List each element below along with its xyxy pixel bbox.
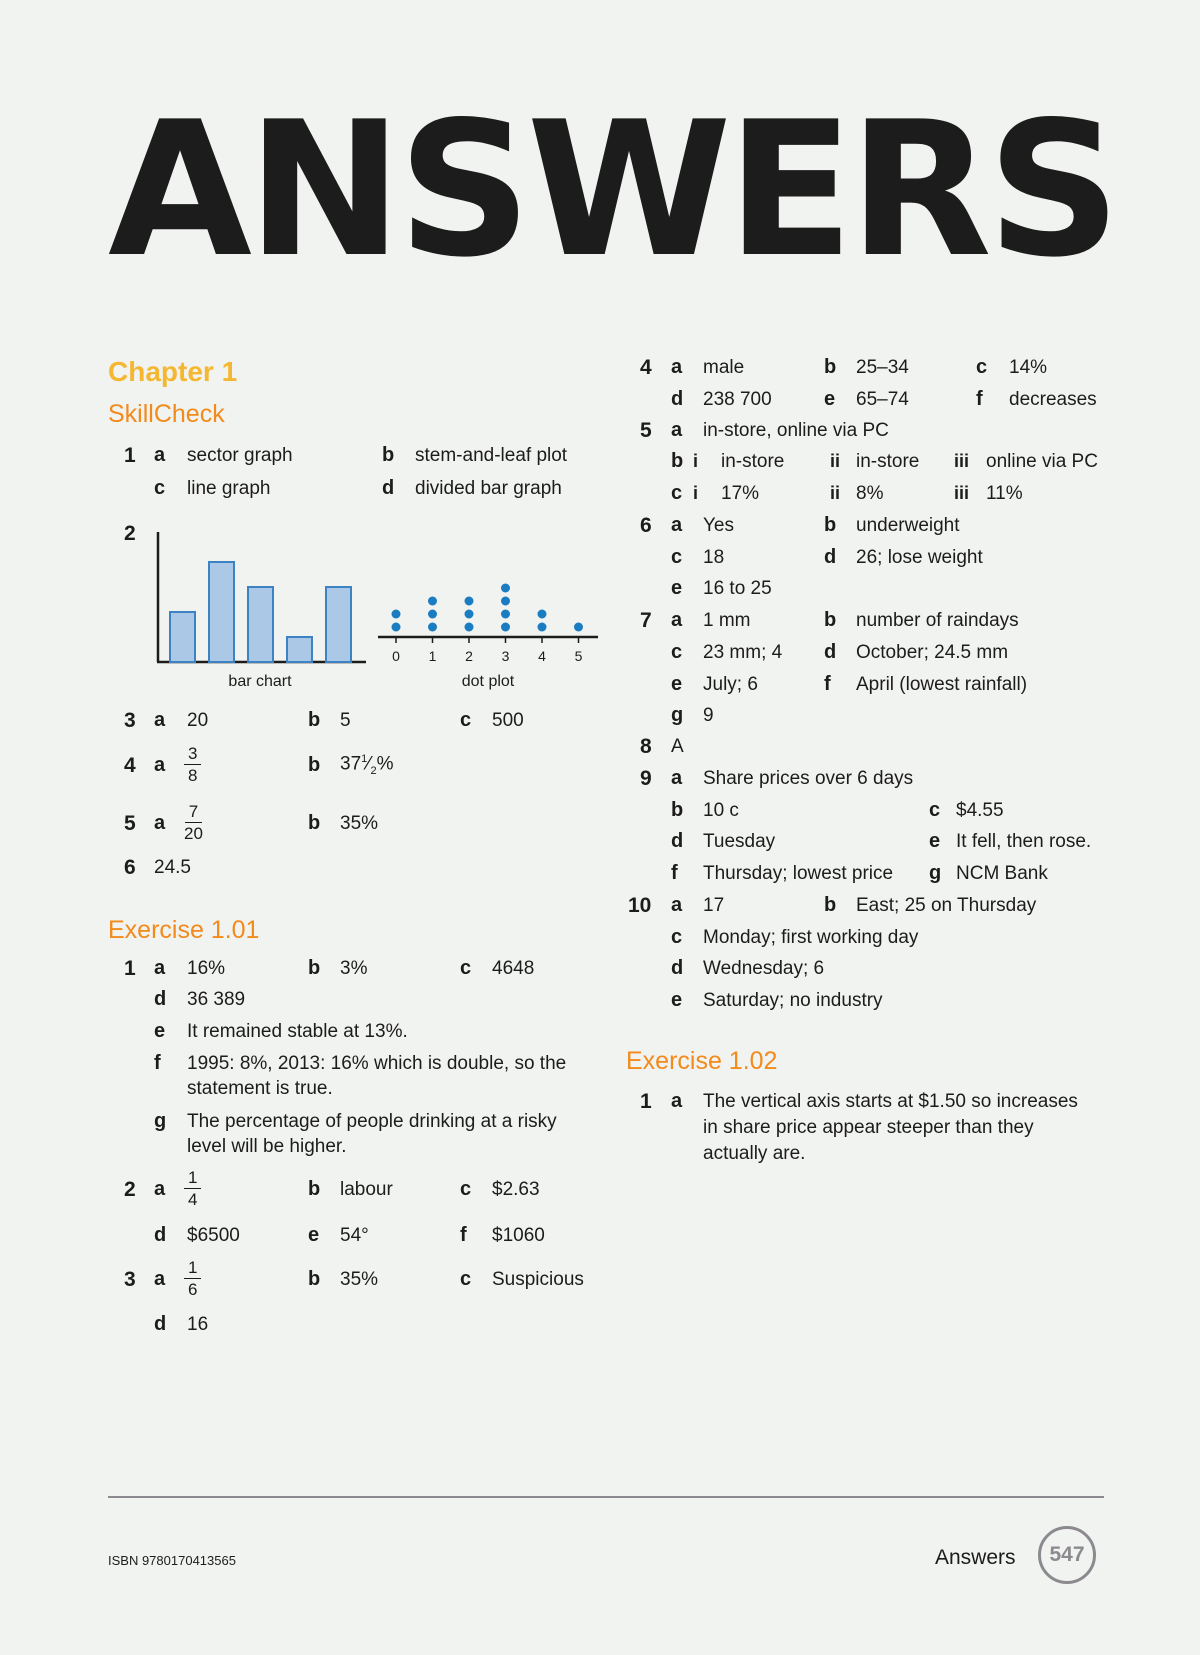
part-label: c — [154, 477, 166, 499]
dot — [501, 623, 510, 632]
part-label: b — [671, 799, 684, 821]
part-label: e — [308, 1224, 320, 1246]
part-label: d — [671, 830, 684, 852]
answer-text: online via PC — [986, 451, 1098, 472]
skillcheck-heading: SkillCheck — [108, 400, 225, 428]
answer-text: $1060 — [492, 1225, 545, 1246]
dot — [428, 610, 437, 619]
answer-text: 14% — [1009, 357, 1048, 378]
answer-text: East; 25 on Thursday — [856, 895, 1037, 916]
answer-text: Share prices over 6 days — [703, 768, 914, 789]
part-label: c — [460, 1178, 472, 1200]
answer-text: number of raindays — [856, 610, 1019, 631]
dot-plot-caption: dot plot — [461, 673, 515, 690]
dot-plot-tick-label: 1 — [428, 648, 437, 664]
fraction: $\frac{1}{6}$ — [184, 1257, 201, 1300]
question-number: 2 — [124, 1178, 136, 1201]
bar — [209, 562, 234, 662]
part-label: f — [824, 673, 831, 695]
dot-plot-tick-label: 5 — [574, 648, 583, 664]
dot — [392, 610, 401, 619]
question-number: 5 — [124, 812, 136, 835]
chapter-heading: Chapter 1 — [108, 356, 238, 387]
page-number: 547 — [1038, 1526, 1096, 1584]
part-label: a — [154, 1268, 166, 1290]
answer-text: 17% — [721, 483, 760, 504]
answer-text: 16% — [187, 958, 226, 979]
part-label: b — [308, 1268, 321, 1290]
footer-rule — [108, 1496, 1104, 1498]
part-label: a — [671, 609, 683, 631]
part-label: b — [824, 356, 837, 378]
question-number: 1 — [124, 444, 136, 467]
part-label: a — [671, 514, 683, 536]
answer-text: line graph — [187, 478, 271, 499]
dot — [465, 623, 474, 632]
question-number: 7 — [640, 609, 652, 632]
answer-text: decreases — [1009, 389, 1097, 410]
answer-text: Suspicious — [492, 1269, 584, 1290]
question-number: 10 — [628, 894, 652, 917]
answer-text: actually are. — [703, 1143, 806, 1164]
dot — [465, 610, 474, 619]
part-label: b — [671, 450, 684, 472]
answer-text: 1995: 8%, 2013: 16% which is double, so the — [187, 1053, 567, 1074]
part-label: a — [154, 444, 166, 466]
exercise-heading: Exercise 1.01 — [108, 916, 260, 944]
part-label: d — [824, 546, 837, 568]
q2-charts — [140, 520, 600, 692]
answer-text: underweight — [856, 515, 960, 536]
answer-text: NCM Bank — [956, 863, 1048, 884]
answer-text: 26; lose weight — [856, 547, 983, 568]
bar — [248, 587, 273, 662]
fraction: $\frac{3}{8}$ — [184, 743, 201, 786]
part-label: g — [154, 1110, 167, 1132]
part-label: a — [154, 709, 166, 731]
fraction: $\frac{7}{20}$ — [184, 802, 203, 843]
answer-text: in-store — [856, 451, 920, 472]
part-label: f — [671, 862, 678, 884]
part-label: c — [671, 482, 683, 504]
dot — [574, 623, 583, 632]
answer-text: July; 6 — [703, 674, 758, 695]
answer-text: 4648 — [492, 958, 535, 979]
part-label: c — [460, 709, 472, 731]
answer-text: 3% — [340, 958, 368, 979]
bar-chart-caption: bar chart — [228, 673, 292, 690]
exercise-heading: Exercise 1.02 — [626, 1047, 778, 1075]
part-label: c — [929, 799, 941, 821]
part-label: b — [308, 754, 321, 776]
answer-text: $2.63 — [492, 1179, 540, 1200]
answer-text: October; 24.5 mm — [856, 642, 1009, 663]
answer-text: 16 — [187, 1314, 209, 1335]
part-label: a — [154, 754, 166, 776]
answer-text: in-store — [721, 451, 785, 472]
answer-text: stem-and-leaf plot — [415, 445, 568, 466]
part-label: e — [671, 577, 683, 599]
part-label: a — [671, 1090, 683, 1112]
answer-text: It remained stable at 13%. — [187, 1021, 408, 1042]
part-label: f — [460, 1224, 467, 1246]
question-number: 3 — [124, 709, 136, 732]
answer-text: male — [703, 357, 745, 378]
question-number: 1 — [640, 1090, 652, 1113]
answer-text: 11% — [986, 483, 1023, 504]
part-label: a — [671, 767, 683, 789]
question-number: 8 — [640, 735, 652, 758]
part-label: a — [154, 1178, 166, 1200]
answer-text: in-store, online via PC — [703, 420, 889, 441]
isbn: ISBN 9780170413565 — [108, 1553, 236, 1568]
dot — [392, 623, 401, 632]
question-number: 4 — [640, 356, 652, 379]
part-label: c — [671, 641, 683, 663]
answer-text: 16 to 25 — [703, 578, 772, 599]
part-label: d — [824, 641, 837, 663]
part-label: d — [671, 388, 684, 410]
answer-text: 238 700 — [703, 389, 772, 410]
answer-text: Tuesday — [703, 831, 776, 852]
dot-plot-tick-label: 4 — [538, 648, 546, 664]
answer-text: The vertical axis starts at $1.50 so increases — [703, 1091, 1078, 1112]
part-label: d — [154, 1224, 167, 1246]
page-title: ANSWERS — [108, 81, 1116, 298]
answer-text: 5 — [340, 710, 351, 731]
part-label: a — [154, 957, 166, 979]
answer-text: The percentage of people drinking at a risky — [187, 1111, 557, 1132]
part-label: d — [154, 1313, 167, 1335]
part-label: e — [154, 1020, 166, 1042]
answer-text: 10 c — [703, 800, 739, 821]
part-label: e — [929, 830, 941, 852]
answer-text: Wednesday; 6 — [703, 958, 825, 979]
roman-label: i — [693, 483, 699, 503]
part-label: c — [671, 546, 683, 568]
part-label: b — [308, 812, 321, 834]
part-label: d — [154, 988, 167, 1010]
part-label: c — [460, 1268, 472, 1290]
question-number: 5 — [640, 419, 652, 442]
dot-plot-tick-label: 0 — [392, 648, 400, 664]
part-label: a — [671, 356, 683, 378]
part-label: e — [671, 989, 683, 1011]
question-number: 4 — [124, 754, 136, 777]
answer-text: Monday; first working day — [703, 927, 919, 948]
part-label: b — [308, 709, 321, 731]
dot — [428, 623, 437, 632]
answer-text: 35% — [340, 813, 379, 834]
answer-text: 35% — [340, 1269, 379, 1290]
answer-text: Yes — [703, 515, 734, 536]
dot — [501, 610, 510, 619]
answer-text: 1 mm — [703, 610, 751, 631]
dot-plot — [378, 584, 598, 665]
part-label: c — [976, 356, 988, 378]
part-label: a — [671, 419, 683, 441]
answer-text: April (lowest rainfall) — [856, 674, 1028, 695]
answer-text: labour — [340, 1179, 393, 1200]
bar — [326, 587, 351, 662]
roman-label: iii — [954, 483, 970, 503]
bar — [287, 637, 312, 662]
bar — [170, 612, 195, 662]
dot — [538, 610, 547, 619]
part-label: b — [308, 1178, 321, 1200]
answer-text: Thursday; lowest price — [703, 863, 894, 884]
dot — [501, 584, 510, 593]
part-label: d — [382, 477, 395, 499]
question-number: 2 — [124, 522, 136, 545]
answer-text: 8% — [856, 483, 884, 504]
part-label: a — [671, 894, 683, 916]
part-label: e — [671, 673, 683, 695]
answer-text: 24.5 — [154, 857, 191, 878]
answer-text: in share price appear steeper than they — [703, 1117, 1034, 1138]
question-number: 6 — [640, 514, 652, 537]
answer-text: 25–34 — [856, 357, 909, 378]
dot-plot-tick-label: 2 — [465, 648, 473, 664]
roman-label: ii — [830, 451, 841, 471]
question-number: 6 — [124, 856, 136, 879]
part-label: e — [824, 388, 836, 410]
footer-section-label: Answers — [935, 1546, 1016, 1569]
part-label: g — [929, 862, 942, 884]
part-label: g — [671, 704, 684, 726]
part-label: b — [308, 957, 321, 979]
answer-text: 9 — [703, 705, 714, 726]
answer-text: $4.55 — [956, 800, 1004, 821]
question-number: 9 — [640, 767, 652, 790]
answer-text: A — [671, 736, 684, 757]
answer-text: 36 389 — [187, 989, 246, 1010]
answer-text: divided bar graph — [415, 478, 562, 499]
part-label: b — [382, 444, 395, 466]
part-label: f — [976, 388, 983, 410]
question-number: 1 — [124, 957, 136, 980]
dot — [501, 597, 510, 606]
answer-text: Saturday; no industry — [703, 990, 883, 1011]
answer-text: 54° — [340, 1225, 369, 1246]
part-label: d — [671, 957, 684, 979]
dot — [465, 597, 474, 606]
answer-text: 65–74 — [856, 389, 909, 410]
part-label: a — [154, 812, 166, 834]
dot — [428, 597, 437, 606]
roman-label: iii — [954, 451, 970, 471]
answer-text: 20 — [187, 710, 209, 731]
mixed-number: $37^1⁄_2\%$ — [340, 753, 394, 778]
part-label: b — [824, 514, 837, 536]
answer-text: sector graph — [187, 445, 293, 466]
answer-text: It fell, then rose. — [956, 831, 1092, 852]
dot — [538, 623, 547, 632]
part-label: f — [154, 1052, 161, 1074]
roman-label: ii — [830, 483, 841, 503]
part-label: b — [824, 894, 837, 916]
part-label: c — [671, 926, 683, 948]
answer-text: 17 — [703, 895, 725, 916]
answer-text: 18 — [703, 547, 725, 568]
dot-plot-tick-label: 3 — [501, 648, 510, 664]
bar-chart — [157, 532, 366, 662]
fraction: $\frac{1}{4}$ — [184, 1167, 201, 1210]
roman-label: i — [693, 451, 699, 471]
part-label: c — [460, 957, 472, 979]
answer-text: statement is true. — [187, 1078, 333, 1099]
question-number: 3 — [124, 1268, 136, 1291]
answer-text: 500 — [492, 710, 524, 731]
part-label: b — [824, 609, 837, 631]
answer-text: 23 mm; 4 — [703, 642, 783, 663]
answer-text: $6500 — [187, 1225, 240, 1246]
answer-text: level will be higher. — [187, 1136, 347, 1157]
